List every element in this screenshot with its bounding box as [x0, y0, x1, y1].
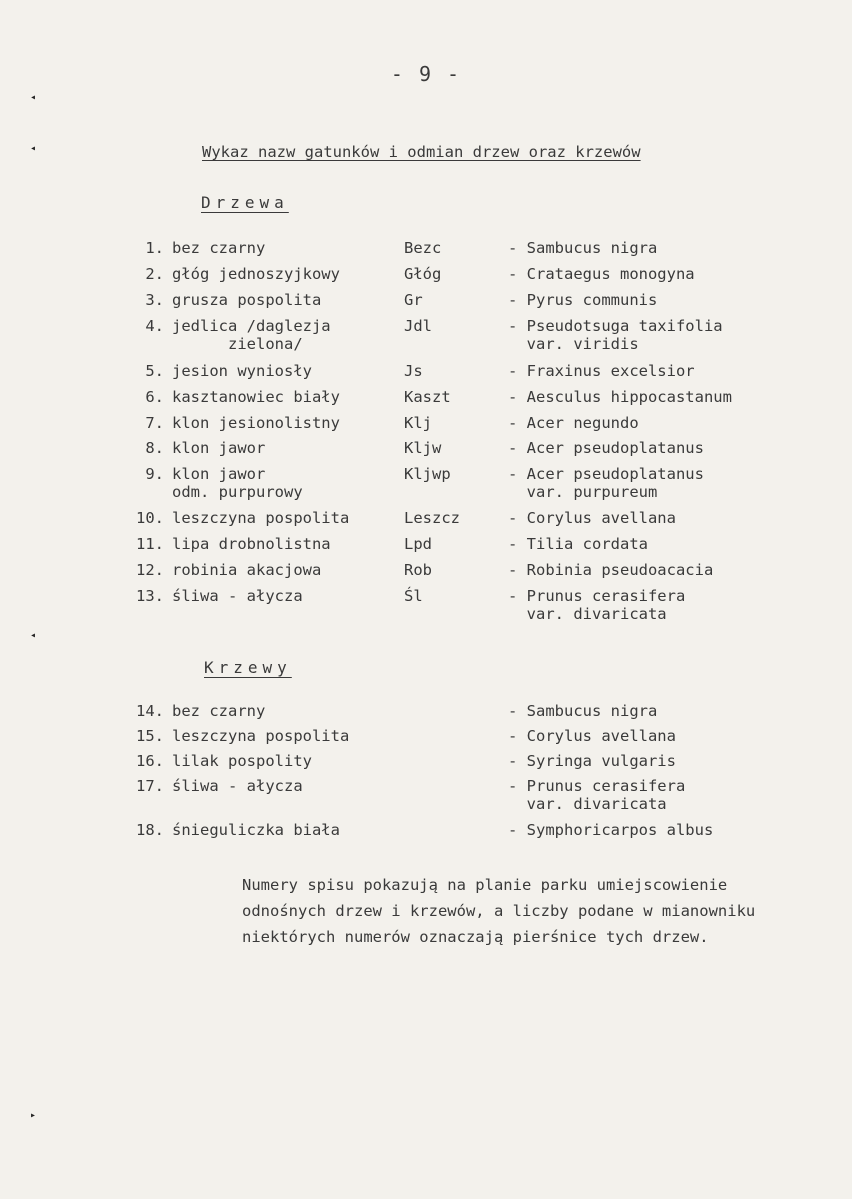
polish-name: śnieguliczka biała [172, 821, 340, 839]
item-number: 11. [136, 535, 164, 553]
polish-name: klon jawor [172, 439, 266, 457]
item-number: 3. [145, 291, 164, 309]
item-number: 17. [136, 777, 164, 795]
abbreviation: Kljwp [404, 465, 451, 483]
binder-mark: ▸ [30, 1110, 37, 1121]
abbreviation: Gr [404, 291, 423, 309]
item-number: 1. [145, 239, 164, 257]
polish-name: grusza pospolita [172, 291, 322, 309]
abbreviation: Leszcz [404, 509, 460, 527]
abbreviation: Rob [404, 561, 432, 579]
latin-name: - Symphoricarpos albus [508, 821, 714, 839]
item-number: 7. [145, 414, 164, 432]
polish-name: klon jesionolistny [172, 414, 340, 432]
item-number: 14. [136, 702, 164, 720]
section-heading-shrubs: Krzewy [204, 658, 292, 677]
latin-name: - Sambucus nigra [508, 239, 658, 257]
item-number: 8. [145, 439, 164, 457]
item-number: 16. [136, 752, 164, 770]
document-title: Wykaz nazw gatunków i odmian drzew oraz krzewów [202, 143, 641, 161]
item-number: 15. [136, 727, 164, 745]
section-heading-trees: Drzewa [201, 193, 289, 212]
abbreviation: Głóg [404, 265, 442, 283]
abbreviation: Lpd [404, 535, 432, 553]
item-number: 10. [136, 509, 164, 527]
polish-name: jesion wyniosły [172, 362, 312, 380]
polish-name: bez czarny [172, 702, 266, 720]
polish-name: śliwa - ałycza [172, 777, 303, 795]
latin-name: - Acer negundo [508, 414, 639, 432]
polish-name: jedlica /daglezja zielona/ [172, 317, 331, 353]
polish-name: lipa drobnolistna [172, 535, 331, 553]
item-number: 12. [136, 561, 164, 579]
latin-name: - Syringa vulgaris [508, 752, 676, 770]
item-number: 6. [145, 388, 164, 406]
polish-name: klon jawor odm. purpurowy [172, 465, 303, 501]
footnote-paragraph: Numery spisu pokazują na planie parku umiejscowienie odnośnych drzew i krzewów, a liczby podane w mianowniku niektórych numerów oznaczają pierśnice tych drzew. [242, 876, 756, 946]
latin-name: - Crataegus monogyna [508, 265, 695, 283]
binder-mark: ◂ [30, 143, 37, 154]
latin-name: - Corylus avellana [508, 727, 676, 745]
polish-name: śliwa - ałycza [172, 587, 303, 605]
abbreviation: Śl [404, 587, 423, 605]
item-number: 2. [145, 265, 164, 283]
polish-name: robinia akacjowa [172, 561, 322, 579]
page-number: - 9 - [390, 62, 462, 86]
item-number: 13. [136, 587, 164, 605]
polish-name: leszczyna pospolita [172, 727, 350, 745]
abbreviation: Js [404, 362, 423, 380]
latin-name: - Aesculus hippocastanum [508, 388, 732, 406]
abbreviation: Jdl [404, 317, 432, 335]
latin-name: - Tilia cordata [508, 535, 648, 553]
latin-name: - Corylus avellana [508, 509, 676, 527]
item-number: 5. [145, 362, 164, 380]
latin-name: - Pyrus communis [508, 291, 658, 309]
polish-name: lilak pospolity [172, 752, 312, 770]
abbreviation: Kaszt [404, 388, 451, 406]
binder-mark: ◂ [30, 92, 37, 103]
item-number: 4. [145, 317, 164, 335]
item-number: 18. [136, 821, 164, 839]
latin-name: - Pseudotsuga taxifolia var. viridis [508, 317, 723, 353]
latin-name: - Acer pseudoplatanus [508, 439, 704, 457]
polish-name: bez czarny [172, 239, 266, 257]
polish-name: głóg jednoszyjkowy [172, 265, 340, 283]
abbreviation: Klj [404, 414, 432, 432]
latin-name: - Fraxinus excelsior [508, 362, 695, 380]
abbreviation: Bezc [404, 239, 442, 257]
binder-mark: ◂ [30, 630, 37, 641]
polish-name: leszczyna pospolita [172, 509, 350, 527]
latin-name: - Acer pseudoplatanus var. purpureum [508, 465, 704, 501]
latin-name: - Sambucus nigra [508, 702, 658, 720]
latin-name: - Prunus cerasifera var. divaricata [508, 587, 686, 623]
item-number: 9. [145, 465, 164, 483]
polish-name: kasztanowiec biały [172, 388, 340, 406]
abbreviation: Kljw [404, 439, 442, 457]
latin-name: - Prunus cerasifera var. divaricata [508, 777, 686, 813]
latin-name: - Robinia pseudoacacia [508, 561, 714, 579]
